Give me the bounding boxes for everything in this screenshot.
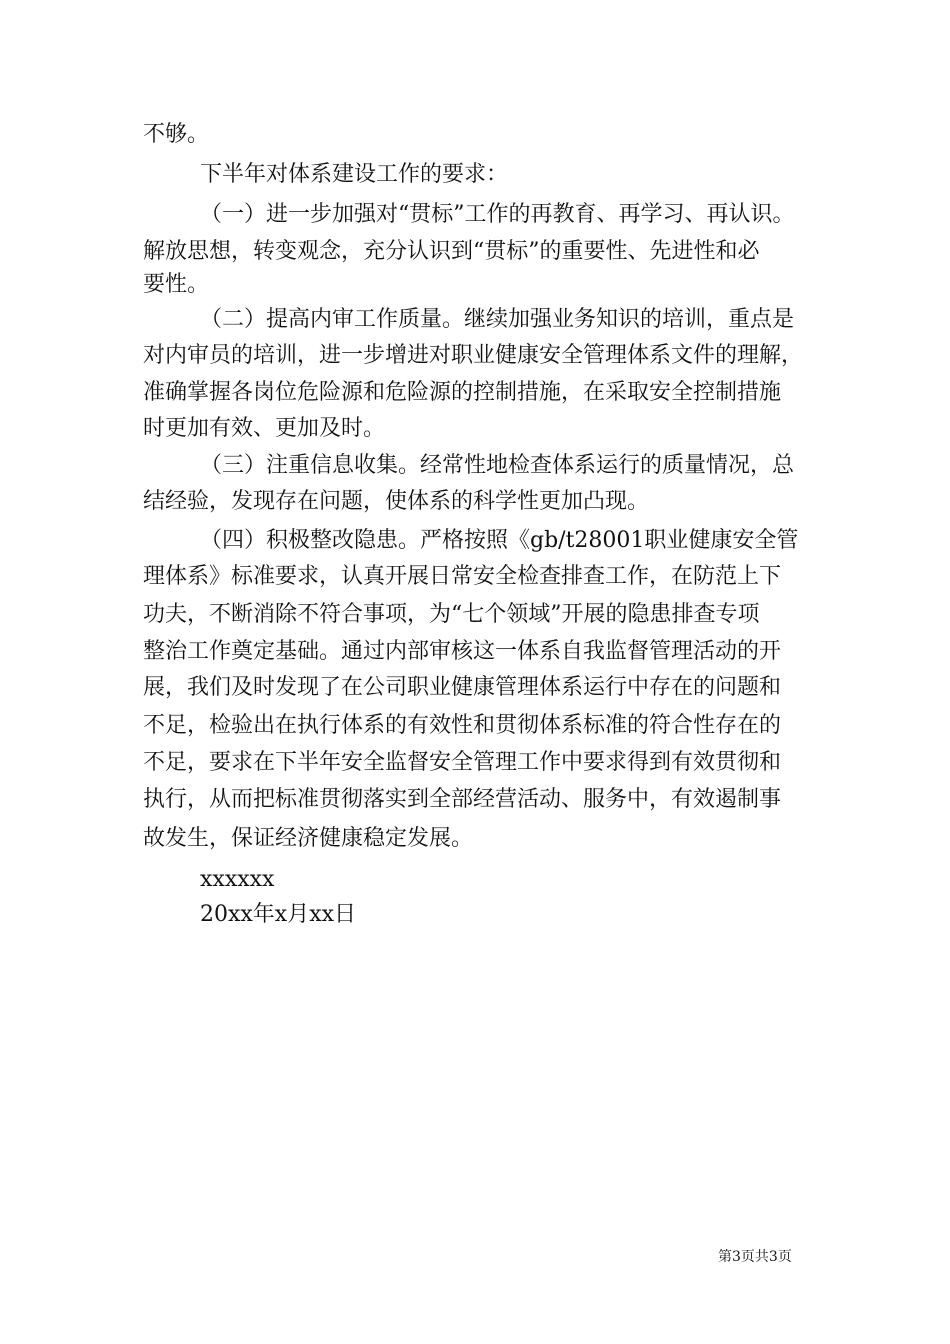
section-heading: 下半年对体系建设工作的要求： xyxy=(200,162,509,187)
signature-name: xxxxxx xyxy=(200,867,275,892)
text-line: 解放思想，转变观念，充分认识到“贯标”的重要性、先进性和必 xyxy=(143,239,760,264)
text-line: （二）提高内审工作质量。继续加强业务知识的培训，重点是 xyxy=(200,307,795,332)
signature-date: 20xx年x月xx日 xyxy=(200,902,357,927)
text-line: 结经验，发现存在问题，使体系的科学性更加凸现。 xyxy=(143,489,650,514)
text-line: 展，我们及时发现了在公司职业健康管理体系运行中存在的问题和 xyxy=(143,675,782,700)
text-line: 对内审员的培训，进一步增进对职业健康安全管理体系文件的理解， xyxy=(143,343,804,368)
text-line: 不足，要求在下半年安全监督安全管理工作中要求得到有效贯彻和 xyxy=(143,750,782,775)
text-line: 故发生，保证经济健康稳定发展。 xyxy=(143,826,474,851)
text-line: 整治工作奠定基础。通过内部审核这一体系自我监督管理活动的开 xyxy=(143,639,782,664)
text-line: （一）进一步加强对“贯标”工作的再教育、再学习、再认识。 xyxy=(200,202,795,227)
text-line: （四）积极整改隐患。严格按照《gb/t28001职业健康安全管 xyxy=(200,528,799,553)
text-line: 不够。 xyxy=(143,122,210,147)
text-line: 时更加有效、更加及时。 xyxy=(143,416,386,441)
text-line: 理体系》标准要求，认真开展日常安全检查排查工作，在防范上下 xyxy=(143,564,782,589)
text-line: 不足，检验出在执行体系的有效性和贯彻体系标准的符合性存在的 xyxy=(143,713,782,738)
page-number: 第3页共3页 xyxy=(718,1249,792,1265)
text-line: 执行，从而把标准贯彻落实到全部经营活动、服务中，有效遏制事 xyxy=(143,787,782,812)
text-line: 功夫，不断消除不符合事项，为“七个领域”开展的隐患排查专项 xyxy=(143,602,760,627)
text-line: （三）注重信息收集。经常性地检查体系运行的质量情况，总 xyxy=(200,453,795,478)
text-line: 准确掌握各岗位危险源和危险源的控制措施，在采取安全控制措施 xyxy=(143,380,782,405)
text-line: 要性。 xyxy=(143,272,210,297)
